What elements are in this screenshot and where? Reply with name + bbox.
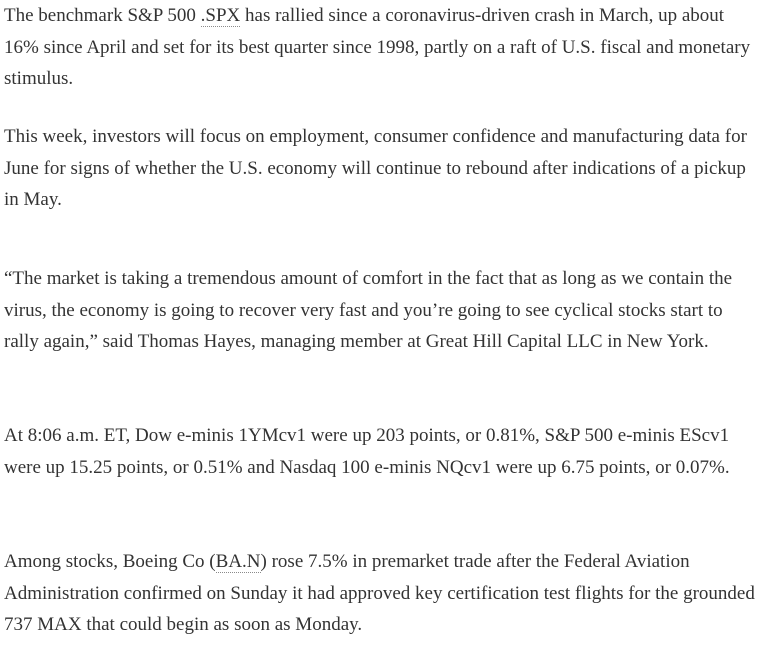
ticker-link-ba[interactable]: BA.N (215, 551, 261, 572)
paragraph-week-focus: This week, investors will focus on employment, consumer confidence and manufacturing data for June for signs of whether the U.S. economy will continue to rebound after indications of a pickup in May. (4, 126, 747, 210)
paragraph-text: The benchmark S&P 500 (4, 5, 201, 26)
paragraph-quote: “The market is taking a tremendous amount of comfort in the fact that as long as we contain the virus, the economy is going to recover very fast and you’re going to see cyclical stocks start to rally again,” said Thomas Hayes, managing member at Great Hill Capital LLC in New York. (4, 268, 733, 352)
paragraph-text: Among stocks, Boeing Co ( (4, 551, 216, 572)
paragraph-spx-rally (4, 0, 756, 95)
paragraph-text: ) rose 7.5% in premarket trade after the Federal Aviation Administration confirmed on Sunday it had approved key certification test flights for the grounded 737 MAX that could begin as soon as Monday. (4, 551, 755, 635)
ticker-link-spx[interactable]: .SPX (200, 5, 241, 26)
paragraph-futures: At 8:06 a.m. ET, Dow e-minis 1YMcv1 were up 203 points, or 0.81%, S&P 500 e-minis EScv1 were up 15.25 points, or 0.51% and Nasdaq 100 e-minis NQcv1 were up 6.75 points, or 0.07%. (4, 425, 730, 478)
paragraph-boeing (4, 546, 756, 641)
paragraph-text: has rallied since a coronavirus-driven crash in March, up about 16% since April and set for its best quarter since 1998, partly on a raft of U.S. fiscal and monetary stimulus. (4, 5, 751, 89)
